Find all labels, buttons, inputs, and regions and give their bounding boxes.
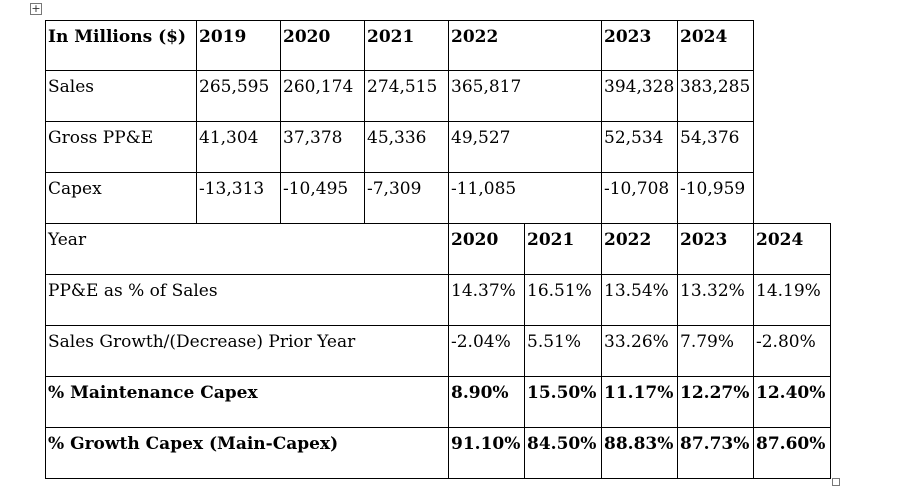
table-border [364,20,365,224]
bottom-header-year: 2023 [680,230,728,250]
bottom-row-value: 91.10% [451,434,521,454]
bottom-row-value: 84.50% [527,434,597,454]
table-border [45,478,831,479]
table-border [753,223,754,479]
table-border [45,325,831,326]
bottom-header-label: Year [48,230,87,250]
top-row-value: 394,328 [604,77,675,97]
bottom-header-year: 2024 [756,230,804,250]
top-row-label: Sales [48,77,95,97]
top-row-value: -10,959 [680,179,746,199]
bottom-row-value: -2.04% [451,332,511,352]
table-resize-handle-icon[interactable] [832,478,840,486]
table-border [830,223,831,479]
table-border [45,427,831,428]
top-row-value: 45,336 [367,128,427,148]
bottom-header-year: 2020 [451,230,499,250]
top-header-year: 2020 [283,27,331,47]
top-header-year: 2022 [451,27,499,47]
bottom-row-value: 11.17% [604,383,674,403]
table-border [45,70,754,71]
table-border [45,376,831,377]
table-border [753,20,754,224]
bottom-row-value: 12.27% [680,383,750,403]
top-row-value: 383,285 [680,77,751,97]
bottom-row-label: Sales Growth/(Decrease) Prior Year [48,332,356,352]
top-row-value: 37,378 [283,128,343,148]
top-row-label: Gross PP&E [48,128,154,148]
table-border [280,20,281,224]
top-row-value: 52,534 [604,128,664,148]
table-border [45,223,831,224]
table-border [45,223,46,479]
top-header-year: 2019 [199,27,247,47]
table-border [45,274,831,275]
top-row-value: 260,174 [283,77,354,97]
top-row-value: 41,304 [199,128,259,148]
top-header-year: 2021 [367,27,415,47]
bottom-header-year: 2021 [527,230,575,250]
bottom-row-label: % Growth Capex (Main-Capex) [48,434,339,454]
bottom-row-value: -2.80% [756,332,816,352]
bottom-row-value: 7.79% [680,332,735,352]
table-border [524,223,525,479]
table-move-handle-icon[interactable]: + [31,2,41,15]
bottom-row-value: 88.83% [604,434,674,454]
table-border [677,20,678,224]
top-row-value: 54,376 [680,128,740,148]
top-row-value: 274,515 [367,77,438,97]
bottom-row-value: 8.90% [451,383,509,403]
top-row-value: 365,817 [451,77,522,97]
top-row-value: 265,595 [199,77,270,97]
bottom-row-label: % Maintenance Capex [48,383,258,403]
bottom-row-value: 15.50% [527,383,597,403]
bottom-row-value: 12.40% [756,383,826,403]
table-border [677,223,678,479]
table-border [448,223,449,479]
bottom-row-value: 16.51% [527,281,592,301]
table-border [45,172,754,173]
top-row-value: -10,708 [604,179,670,199]
top-row-value: -7,309 [367,179,422,199]
bottom-row-label: PP&E as % of Sales [48,281,218,301]
top-row-value: -11,085 [451,179,517,199]
bottom-row-value: 87.60% [756,434,826,454]
table-border [601,223,602,479]
bottom-row-value: 87.73% [680,434,750,454]
top-row-label: Capex [48,179,102,199]
top-row-value: -13,313 [199,179,265,199]
top-header-label: In Millions ($) [48,27,186,47]
table-border [45,20,754,21]
top-header-year: 2023 [604,27,652,47]
table-border [601,20,602,224]
table-border [45,20,46,224]
bottom-row-value: 33.26% [604,332,669,352]
table-border [196,20,197,224]
bottom-header-year: 2022 [604,230,652,250]
top-row-value: -10,495 [283,179,349,199]
table-border [448,20,449,224]
bottom-row-value: 13.54% [604,281,669,301]
top-header-year: 2024 [680,27,728,47]
bottom-row-value: 14.19% [756,281,821,301]
bottom-row-value: 13.32% [680,281,745,301]
bottom-row-value: 5.51% [527,332,582,352]
bottom-row-value: 14.37% [451,281,516,301]
top-row-value: 49,527 [451,128,511,148]
table-border [45,121,754,122]
